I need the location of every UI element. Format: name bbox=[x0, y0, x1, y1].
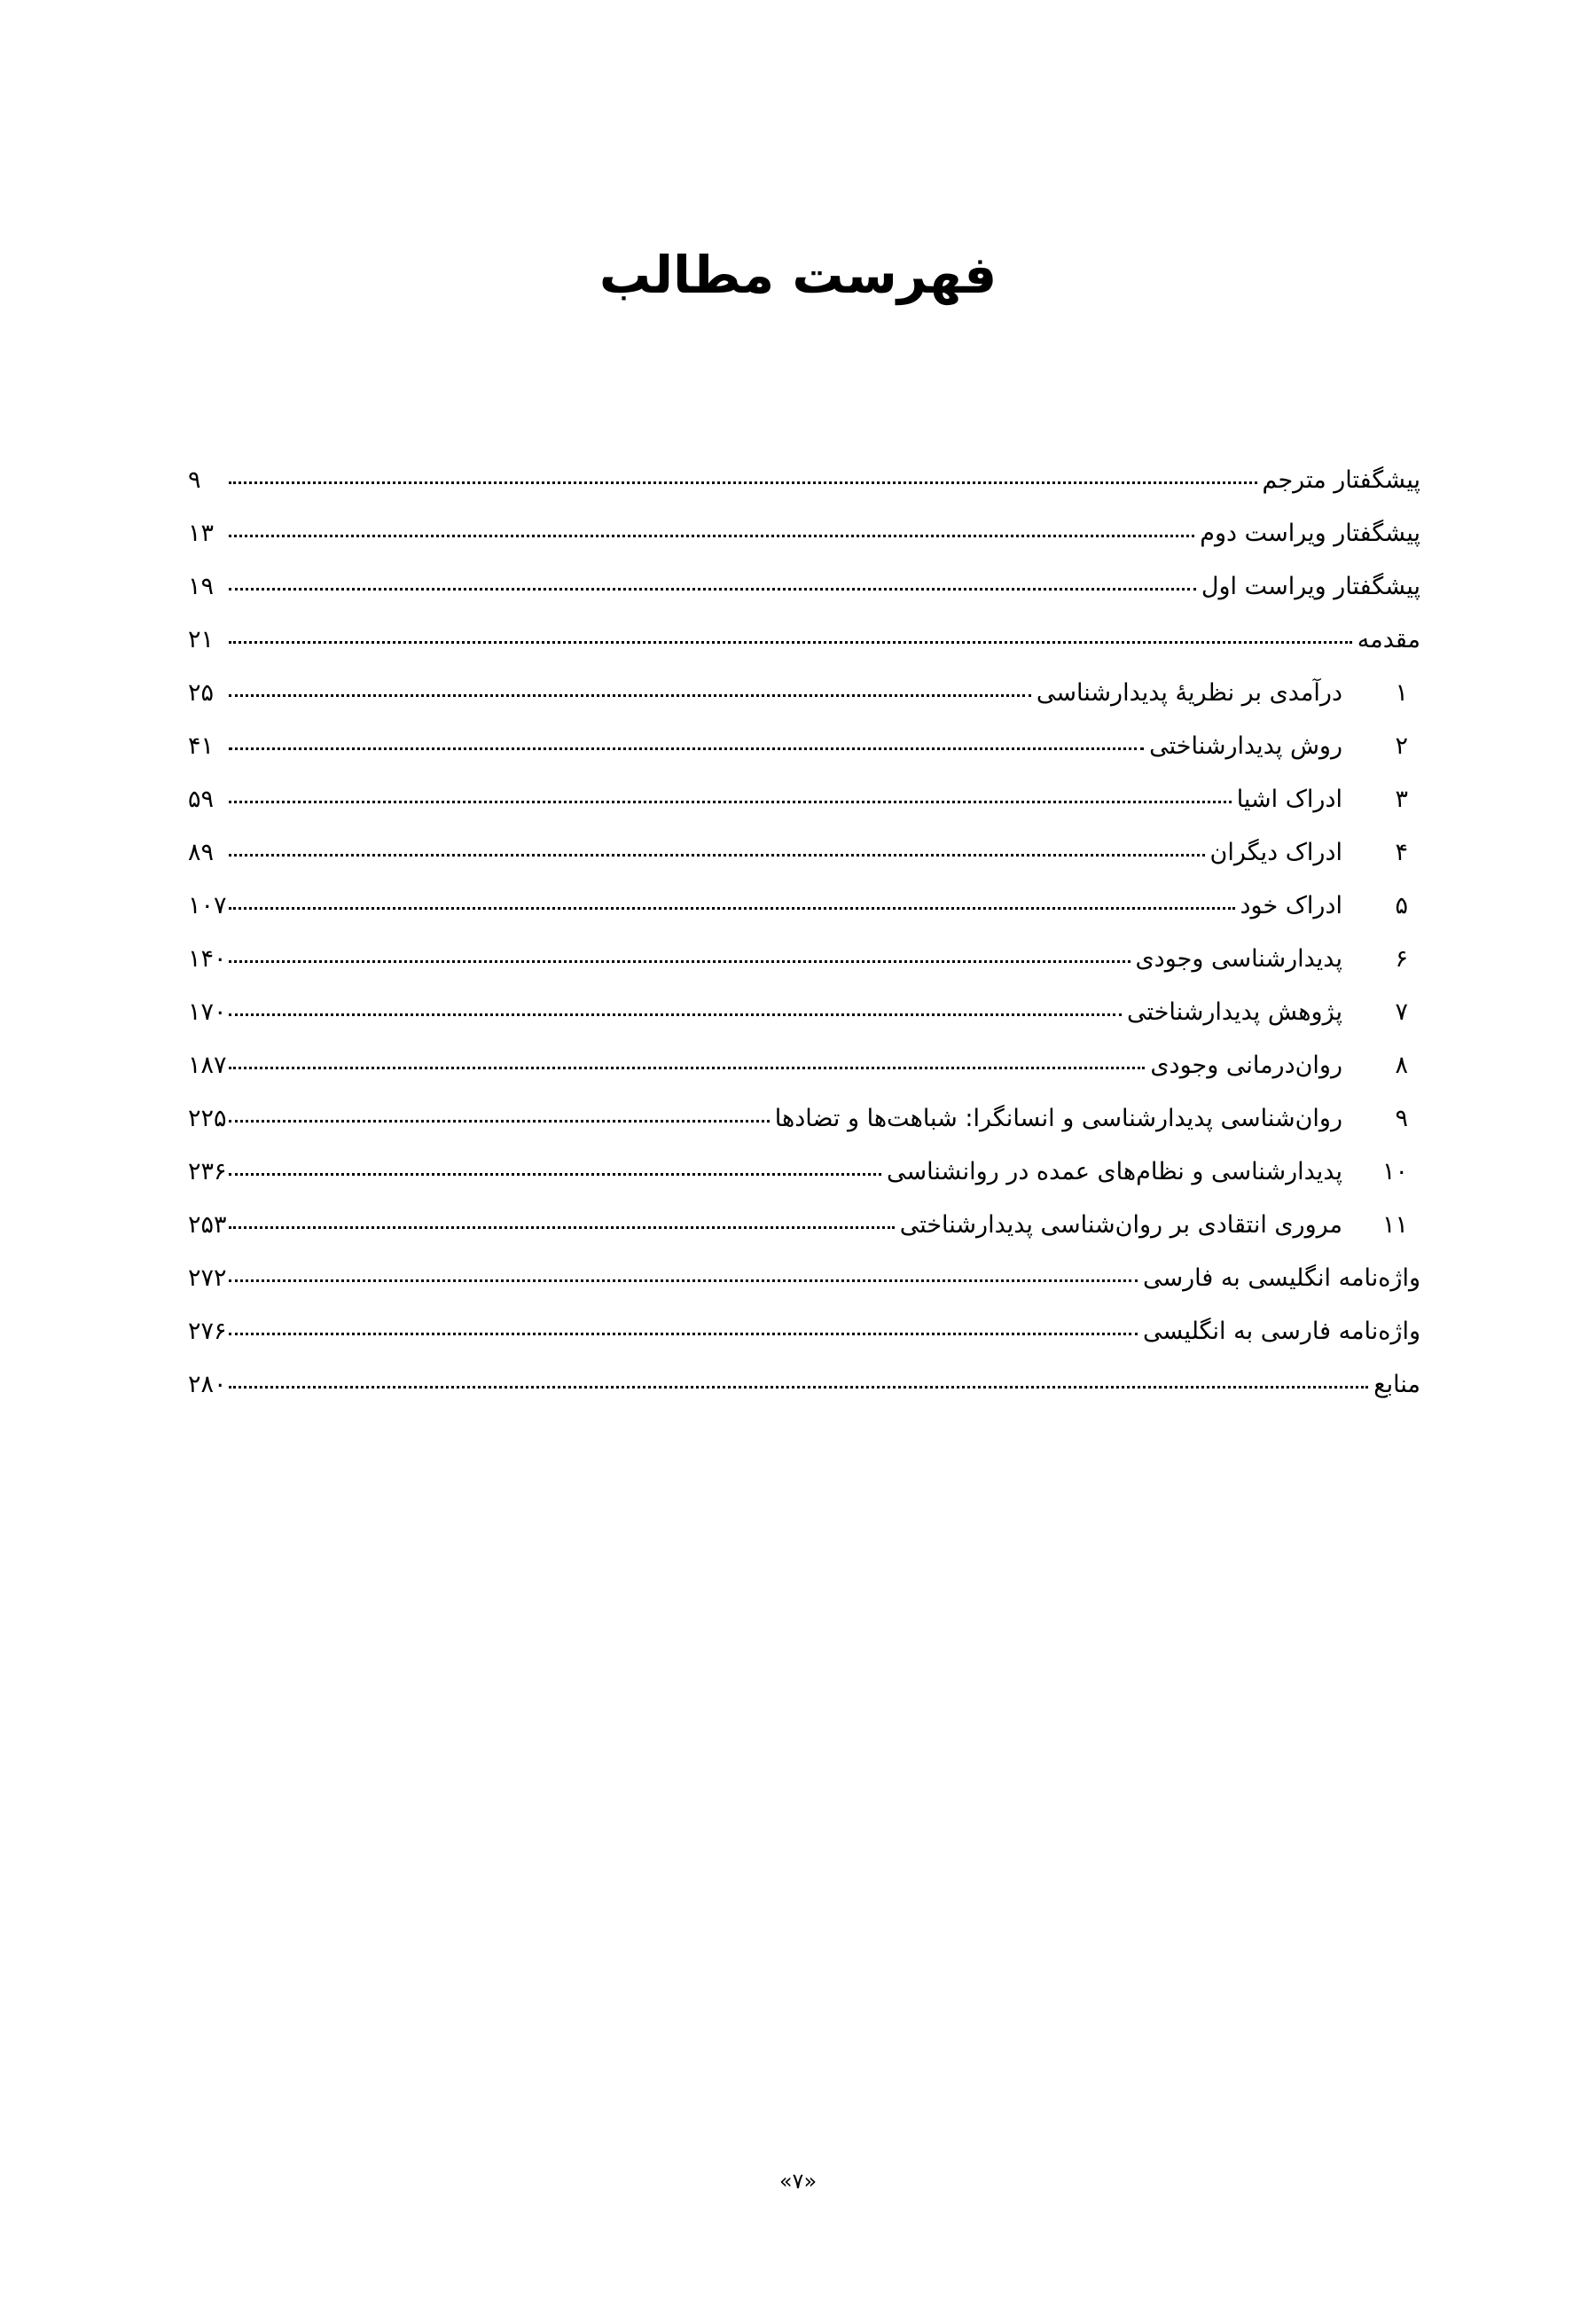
toc-chapter-entry[interactable] bbox=[188, 667, 1420, 720]
chapter-number: ۱۱ bbox=[1381, 1211, 1408, 1239]
toc-chapter-entry[interactable] bbox=[188, 773, 1420, 826]
chapter-number: ۴ bbox=[1395, 839, 1408, 866]
dot-leader bbox=[229, 535, 1194, 537]
toc-page-number: ۱۷۰ bbox=[188, 998, 227, 1026]
toc-chapter-entry[interactable] bbox=[188, 1092, 1420, 1146]
toc-entry-title: پیشگفتار مترجم bbox=[1262, 466, 1420, 494]
toc-chapter-entry[interactable] bbox=[188, 986, 1420, 1039]
dot-leader bbox=[229, 1173, 881, 1176]
toc-chapter-entry[interactable] bbox=[188, 880, 1420, 933]
toc-page-number: ۲۲۵ bbox=[188, 1105, 227, 1132]
toc-entry-title: پدیدارشناسی و نظام‌های عمده در روانشناسی bbox=[887, 1158, 1342, 1185]
dot-leader bbox=[229, 1120, 770, 1123]
toc-chapter-entry[interactable] bbox=[188, 933, 1420, 986]
dot-leader bbox=[229, 1333, 1138, 1335]
toc-page-number: ۱۸۷ bbox=[188, 1052, 227, 1079]
toc-entry-title: مروری انتقادی بر روان‌شناسی پدیدارشناختی bbox=[899, 1211, 1342, 1239]
dot-leader bbox=[229, 960, 1130, 963]
chapter-number: ۷ bbox=[1395, 998, 1408, 1026]
toc-page-number: ۱۳ bbox=[188, 520, 215, 547]
toc-entry-title: روش پدیدارشناختی bbox=[1149, 732, 1342, 760]
chapter-number: ۵ bbox=[1395, 892, 1408, 919]
toc-entry[interactable] bbox=[188, 1305, 1420, 1358]
chapter-number: ۲ bbox=[1395, 732, 1408, 760]
toc-page-number: ۴۱ bbox=[188, 732, 215, 760]
chapter-number: ۶ bbox=[1395, 945, 1408, 973]
toc-entry-title: ادراک دیگران bbox=[1209, 839, 1342, 866]
toc-page-number: ۲۷۶ bbox=[188, 1318, 227, 1345]
toc-chapter-entry[interactable] bbox=[188, 1199, 1420, 1252]
chapter-number: ۸ bbox=[1395, 1052, 1408, 1079]
toc-entry-title: ادراک اشیا bbox=[1236, 786, 1342, 813]
toc-entry-title: منابع bbox=[1373, 1371, 1420, 1398]
toc-page-number: ۲۵۳ bbox=[188, 1211, 227, 1239]
dot-leader bbox=[229, 747, 1144, 750]
toc-entry-title: روان‌درمانی وجودی bbox=[1150, 1052, 1342, 1079]
toc-page-number: ۹ bbox=[188, 466, 201, 494]
toc-page-number: ۲۱ bbox=[188, 626, 215, 653]
chapter-number: ۹ bbox=[1395, 1105, 1408, 1132]
toc-chapter-entry[interactable] bbox=[188, 720, 1420, 773]
toc-entry-title: واژه‌نامه انگلیسی به فارسی bbox=[1142, 1264, 1420, 1292]
dot-leader bbox=[229, 907, 1235, 910]
dot-leader bbox=[229, 1226, 895, 1229]
toc-entry-title: پدیدارشناسی وجودی bbox=[1135, 945, 1342, 973]
toc-page-number: ۱۰۷ bbox=[188, 892, 227, 919]
toc-entry[interactable] bbox=[188, 507, 1420, 560]
toc-entry-title: مقدمه bbox=[1357, 626, 1420, 653]
page-number: «۷» bbox=[778, 2169, 818, 2194]
toc-entry[interactable] bbox=[188, 1252, 1420, 1305]
toc-entry[interactable] bbox=[188, 614, 1420, 667]
dot-leader bbox=[229, 694, 1031, 697]
chapter-number: ۱ bbox=[1395, 679, 1408, 707]
toc-page-number: ۲۸۰ bbox=[188, 1371, 227, 1398]
toc-entry-title: پیشگفتار ویراست اول bbox=[1201, 573, 1420, 600]
dot-leader bbox=[229, 1386, 1368, 1389]
dot-leader bbox=[229, 588, 1196, 591]
toc-chapter-entry[interactable] bbox=[188, 1146, 1420, 1199]
table-of-contents bbox=[188, 454, 1420, 1412]
toc-page-number: ۲۷۲ bbox=[188, 1264, 227, 1292]
toc-entry[interactable] bbox=[188, 1358, 1420, 1412]
dot-leader bbox=[229, 481, 1257, 484]
dot-leader bbox=[229, 641, 1352, 644]
chapter-number: ۳ bbox=[1395, 786, 1408, 813]
toc-page-number: ۲۵ bbox=[188, 679, 215, 707]
dot-leader bbox=[229, 1067, 1145, 1069]
dot-leader bbox=[229, 801, 1232, 803]
toc-entry-title: واژه‌نامه فارسی به انگلیسی bbox=[1142, 1318, 1420, 1345]
toc-page-number: ۵۹ bbox=[188, 786, 215, 813]
toc-entry-title: روان‌شناسی پدیدارشناسی و انسانگرا: شباهت‌ها و تضادها bbox=[774, 1105, 1342, 1132]
toc-chapter-entry[interactable] bbox=[188, 826, 1420, 880]
dot-leader bbox=[229, 1013, 1122, 1016]
toc-page-number: ۱۹ bbox=[188, 573, 215, 600]
toc-page-number: ۱۴۰ bbox=[188, 945, 227, 973]
dot-leader bbox=[229, 854, 1205, 857]
chapter-number: ۱۰ bbox=[1381, 1158, 1408, 1185]
toc-page-number: ۲۳۶ bbox=[188, 1158, 227, 1185]
toc-entry[interactable] bbox=[188, 454, 1420, 507]
toc-page-number: ۸۹ bbox=[188, 839, 215, 866]
toc-entry-title: درآمدی بر نظریهٔ پدیدارشناسی bbox=[1036, 679, 1342, 707]
dot-leader bbox=[229, 1279, 1138, 1282]
toc-chapter-entry[interactable] bbox=[188, 1039, 1420, 1092]
page-title: فهرست مطالب bbox=[598, 245, 998, 305]
toc-entry-title: ادراک خود bbox=[1240, 892, 1342, 919]
toc-entry-title: پژوهش پدیدارشناختی bbox=[1127, 998, 1342, 1026]
toc-entry-title: پیشگفتار ویراست دوم bbox=[1200, 520, 1420, 547]
toc-entry[interactable] bbox=[188, 560, 1420, 614]
